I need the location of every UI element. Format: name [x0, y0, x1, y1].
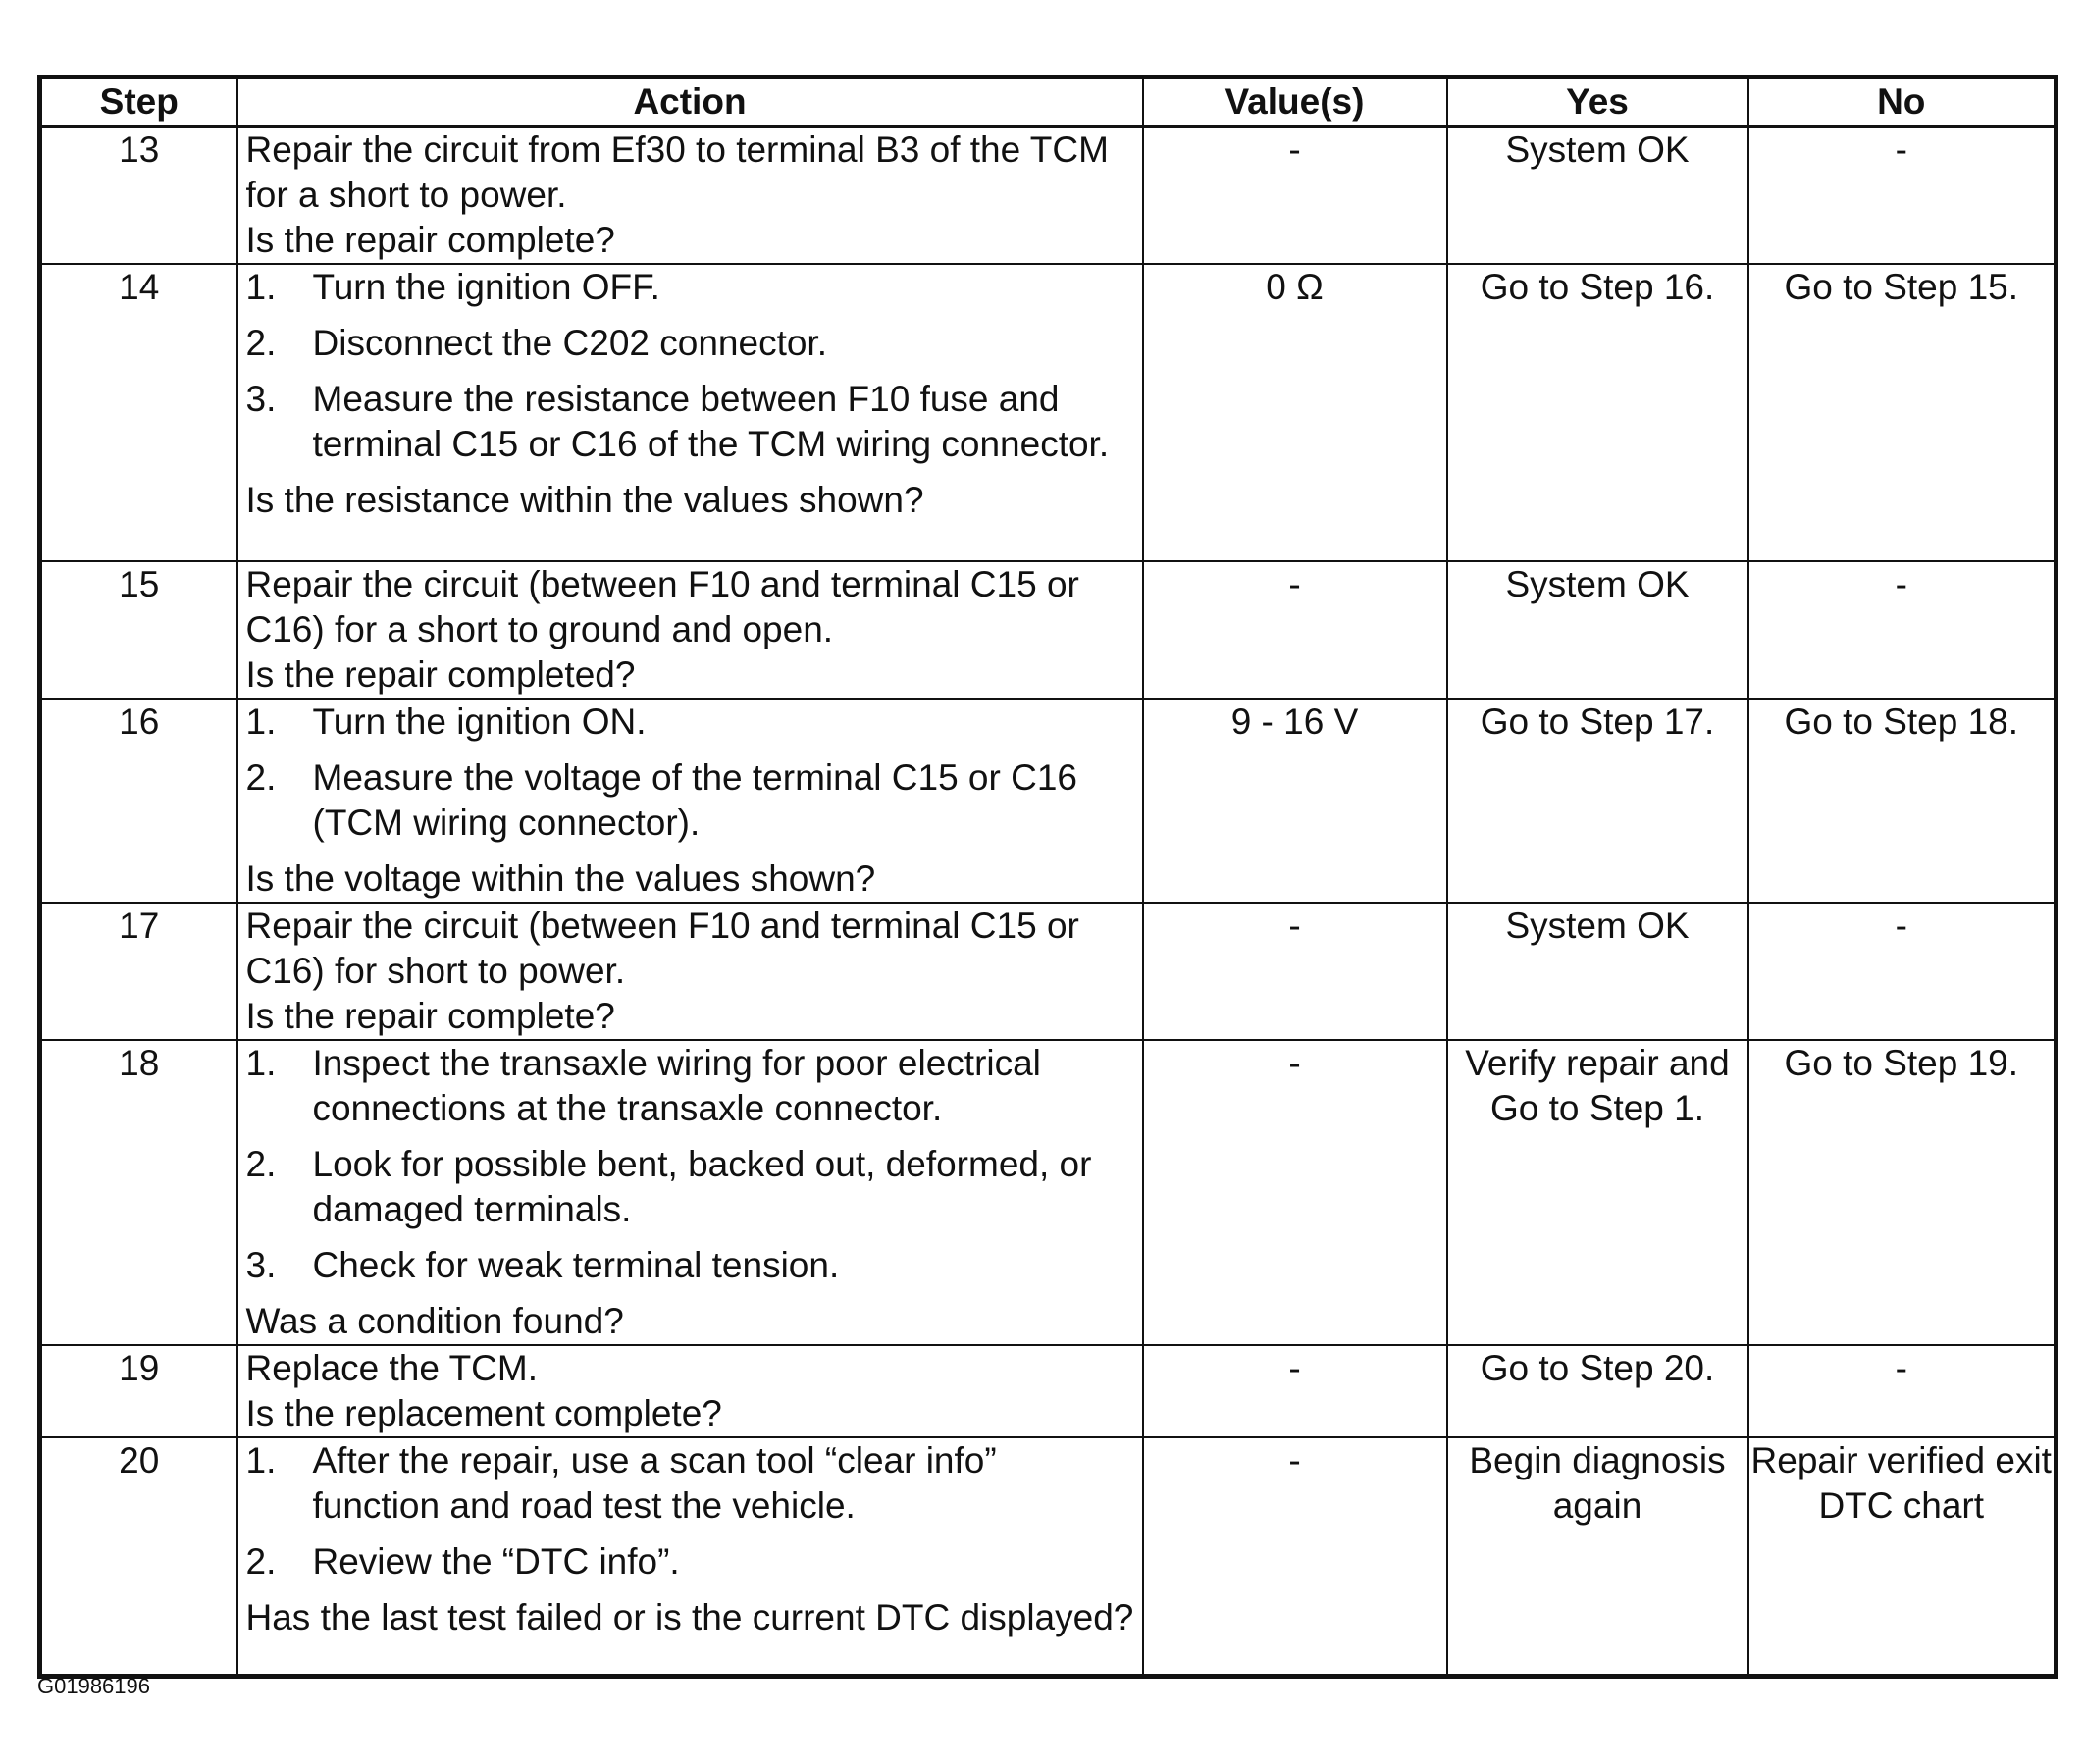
table-row [40, 1345, 2057, 1437]
table-row [40, 903, 2057, 1040]
action-intro: Repair the circuit (between F10 and terminal C15 or C16) for short to power. [245, 906, 1079, 991]
action-step-number: 2. [245, 323, 277, 363]
step-cell: 15 [40, 561, 237, 699]
value-cell: - [1143, 1040, 1447, 1345]
step-cell: 14 [40, 264, 237, 561]
step-cell: 18 [40, 1040, 237, 1345]
action-question: Is the voltage within the values shown? [245, 858, 876, 899]
action-cell [237, 699, 1143, 903]
step-cell: 19 [40, 1345, 237, 1437]
header-action: Action [237, 78, 1143, 127]
no-cell: Go to Step 15. [1748, 264, 2057, 561]
action-cell [237, 561, 1143, 699]
yes-cell: Verify repair and Go to Step 1. [1447, 1040, 1748, 1345]
action-step [246, 321, 1134, 366]
value-cell: - [1143, 1437, 1447, 1676]
action-step [246, 1539, 1134, 1584]
action-step-text: After the repair, use a scan tool “clear info” function and road test the vehicle. [312, 1440, 997, 1526]
action-step [246, 1438, 1134, 1529]
action-step-text: Review the “DTC info”. [312, 1541, 680, 1582]
yes-cell: Go to Step 17. [1447, 699, 1748, 903]
action-step-number: 1. [245, 1043, 277, 1083]
yes-cell: Begin diagnosis again [1447, 1437, 1748, 1676]
action-step-number: 1. [245, 701, 277, 742]
no-cell: Go to Step 18. [1748, 699, 2057, 903]
table-row [40, 1437, 2057, 1676]
action-cell [237, 1345, 1143, 1437]
action-question: Is the resistance within the values shown? [245, 480, 924, 520]
no-cell: - [1748, 1345, 2057, 1437]
value-cell: - [1143, 903, 1447, 1040]
header-no: No [1748, 78, 2057, 127]
action-step-text: Inspect the transaxle wiring for poor electrical connections at the transaxle connector. [312, 1043, 1041, 1128]
action-step [246, 265, 1134, 310]
header-values: Value(s) [1143, 78, 1447, 127]
yes-cell: System OK [1447, 903, 1748, 1040]
no-cell: - [1748, 561, 2057, 699]
yes-cell: System OK [1447, 561, 1748, 699]
action-question: Is the repair complete? [245, 220, 615, 260]
diagnostic-table [37, 75, 2058, 1679]
action-step-number: 2. [245, 1541, 277, 1582]
action-question: Is the replacement complete? [245, 1393, 722, 1433]
step-cell: 20 [40, 1437, 237, 1676]
table-body [40, 127, 2057, 1677]
action-step-text: Measure the voltage of the terminal C15 or C16 (TCM wiring connector). [312, 757, 1077, 843]
no-cell: - [1748, 903, 2057, 1040]
action-step-text: Turn the ignition ON. [312, 701, 647, 742]
table-row [40, 699, 2057, 903]
action-step-list [246, 1041, 1134, 1288]
action-step-list [246, 265, 1134, 467]
action-intro: Replace the TCM. [245, 1348, 538, 1388]
action-step-number: 2. [245, 757, 277, 798]
action-step-number: 2. [245, 1144, 277, 1184]
value-cell: - [1143, 127, 1447, 265]
action-step-number: 1. [245, 267, 277, 307]
yes-cell: System OK [1447, 127, 1748, 265]
action-step [246, 377, 1134, 467]
action-step [246, 1243, 1134, 1288]
no-cell: Repair verified exit DTC chart [1748, 1437, 2057, 1676]
step-cell: 13 [40, 127, 237, 265]
table-row [40, 127, 2057, 265]
value-cell: - [1143, 561, 1447, 699]
action-step-text: Look for possible bent, backed out, deformed, or damaged terminals. [312, 1144, 1092, 1229]
action-step [246, 700, 1134, 745]
header-row [40, 78, 2057, 127]
action-step-list [246, 700, 1134, 846]
action-intro: Repair the circuit (between F10 and terminal C15 or C16) for a short to ground and open. [245, 564, 1079, 649]
action-step-text: Measure the resistance between F10 fuse and terminal C15 or C16 of the TCM wiring connector. [312, 379, 1110, 464]
action-cell [237, 127, 1143, 265]
no-cell: - [1748, 127, 2057, 265]
value-cell: 0 Ω [1143, 264, 1447, 561]
action-step [246, 755, 1134, 846]
action-cell [237, 903, 1143, 1040]
value-cell: 9 - 16 V [1143, 699, 1447, 903]
action-question: Was a condition found? [245, 1301, 624, 1341]
action-cell [237, 1437, 1143, 1676]
action-step [246, 1041, 1134, 1131]
action-intro: Repair the circuit from Ef30 to terminal B3 of the TCM for a short to power. [245, 130, 1109, 215]
action-question: Is the repair complete? [245, 996, 615, 1036]
action-step [246, 1142, 1134, 1232]
action-step-text: Check for weak terminal tension. [312, 1245, 840, 1285]
header-step: Step [40, 78, 237, 127]
table-row [40, 1040, 2057, 1345]
action-step-number: 3. [245, 1245, 277, 1285]
table-row [40, 264, 2057, 561]
action-question: Has the last test failed or is the current DTC displayed? [245, 1597, 1134, 1637]
yes-cell: Go to Step 16. [1447, 264, 1748, 561]
action-step-number: 1. [245, 1440, 277, 1480]
action-step-text: Disconnect the C202 connector. [312, 323, 827, 363]
no-cell: Go to Step 19. [1748, 1040, 2057, 1345]
action-step-list [246, 1438, 1134, 1584]
value-cell: - [1143, 1345, 1447, 1437]
figure-id: G01986196 [37, 1674, 150, 1698]
action-question: Is the repair completed? [245, 654, 636, 695]
action-step-text: Turn the ignition OFF. [312, 267, 660, 307]
yes-cell: Go to Step 20. [1447, 1345, 1748, 1437]
action-cell [237, 264, 1143, 561]
step-cell: 17 [40, 903, 237, 1040]
step-cell: 16 [40, 699, 237, 903]
action-step-number: 3. [245, 379, 277, 419]
action-cell [237, 1040, 1143, 1345]
table-row [40, 561, 2057, 699]
header-yes: Yes [1447, 78, 1748, 127]
